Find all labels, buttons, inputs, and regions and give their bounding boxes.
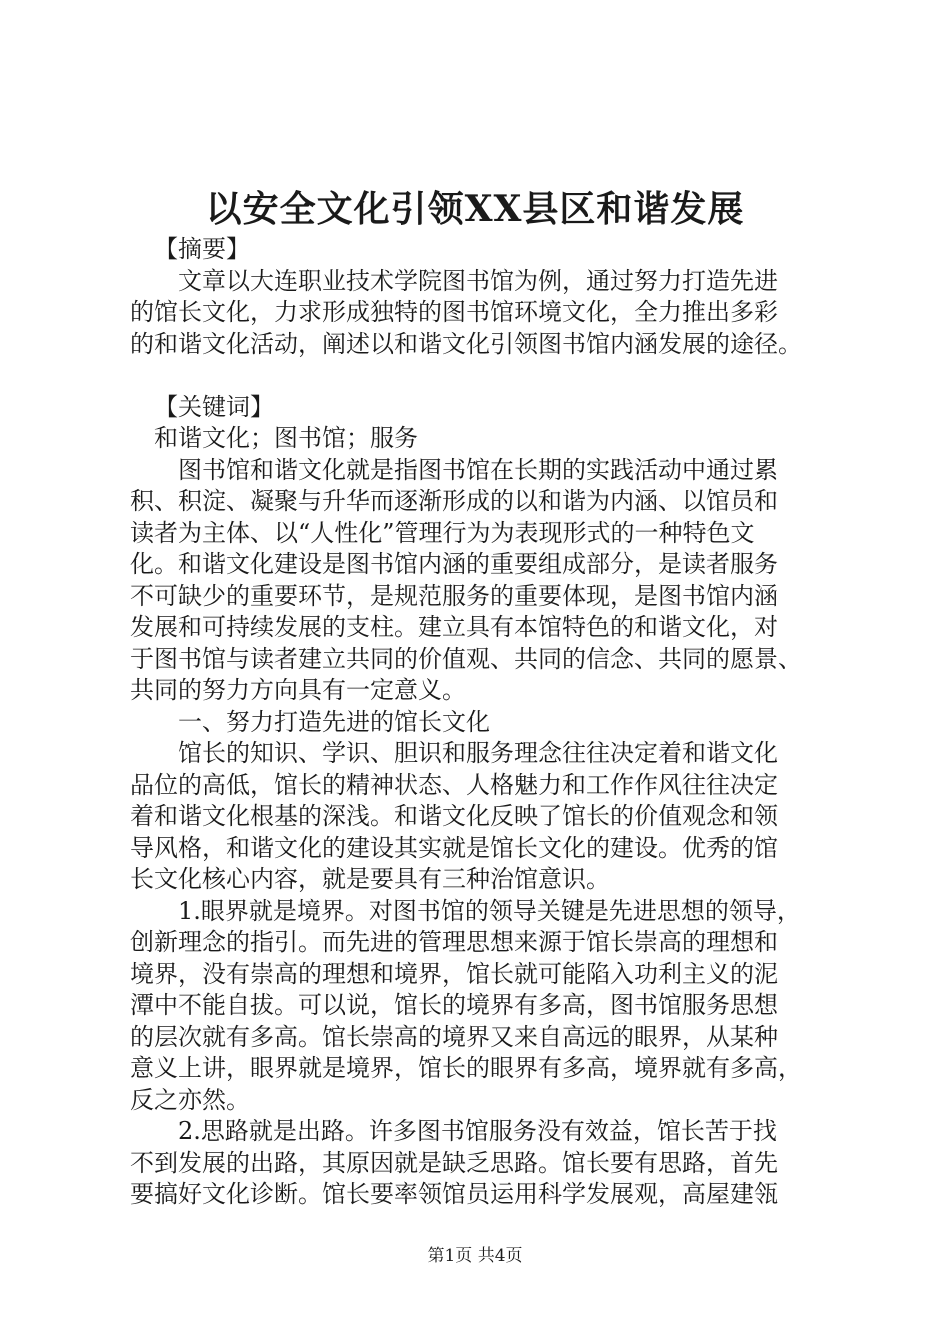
paragraph-line: 积、积淀、凝聚与升华而逐渐形成的以和谐为内涵、以馆员和 [130,487,778,515]
paragraph-line: 创新理念的指引。而先进的管理思想来源于馆长崇高的理想和 [130,928,778,956]
document-title: 以安全文化引领XX县区和谐发展 [205,188,745,230]
paragraph-line: 反之亦然。 [130,1085,250,1114]
paragraph-line: 不可缺少的重要环节，是规范服务的重要体现，是图书馆内涵 [130,581,778,610]
paragraph-line: 于图书馆与读者建立共同的价值观、共同的信念、共同的愿景、 [130,644,802,673]
paragraph-line: 意义上讲，眼界就是境界，馆长的眼界有多高，境界就有多高， [130,1054,802,1082]
paragraph-line: 不到发展的出路，其原因就是缺乏思路。馆长要有思路，首先 [130,1148,778,1177]
paragraph-line: 境界，没有崇高的理想和境界，馆长就可能陷入功利主义的泥 [130,959,778,988]
paragraph-line: 导风格，和谐文化的建设其实就是馆长文化的建设。优秀的馆 [130,833,778,862]
paragraph-line: 馆长的知识、学识、胆识和服务理念往往决定着和谐文化 [178,739,778,767]
paragraph-line: 和谐文化；图书馆；服务 [154,424,418,452]
paragraph-line: 【关键词】 [154,392,274,421]
paragraph-line: 化。和谐文化建设是图书馆内涵的重要组成部分，是读者服务 [130,550,778,578]
paragraph-line: 的馆长文化，力求形成独特的图书馆环境文化，全力推出多彩 [130,298,778,326]
paragraph-line: 长文化核心内容，就是要具有三种治馆意识。 [130,865,610,893]
paragraph-line: 文章以大连职业技术学院图书馆为例，通过努力打造先进 [178,266,778,295]
paragraph-line: 潭中不能自拔。可以说，馆长的境界有多高，图书馆服务思想 [130,991,778,1019]
paragraph-line: 1.眼界就是境界。对图书馆的领导关键是先进思想的领导， [178,896,801,925]
paragraph-line: 读者为主体、以“人性化”管理行为为表现形式的一种特色文 [130,518,755,547]
paragraph-line: 图书馆和谐文化就是指图书馆在长期的实践活动中通过累 [178,455,778,484]
paragraph-line: 的层次就有多高。馆长崇高的境界又来自高远的眼界，从某种 [130,1022,778,1051]
paragraph-line: 要搞好文化诊断。馆长要率领馆员运用科学发展观，高屋建瓴 [130,1180,778,1208]
paragraph-line: 的和谐文化活动，阐述以和谐文化引领图书馆内涵发展的途径。 [130,329,802,358]
paragraph-line: 发展和可持续发展的支柱。建立具有本馆特色的和谐文化，对 [130,613,778,641]
paragraph-line: 一、努力打造先进的馆长文化 [178,707,490,736]
page-number-footer: 第1页 共4页 [427,1246,523,1266]
paragraph-line: 共同的努力方向具有一定意义。 [130,676,466,704]
paragraph-line: 2.思路就是出路。许多图书馆服务没有效益，馆长苦于找 [178,1117,777,1145]
paragraph-line: 【摘要】 [154,235,250,263]
document-body [130,234,830,1211]
paragraph-line: 着和谐文化根基的深浅。和谐文化反映了馆长的价值观念和领 [130,802,778,830]
blank-line [130,360,830,392]
paragraph-line: 品位的高低，馆长的精神状态、人格魅力和工作作风往往决定 [130,770,778,799]
